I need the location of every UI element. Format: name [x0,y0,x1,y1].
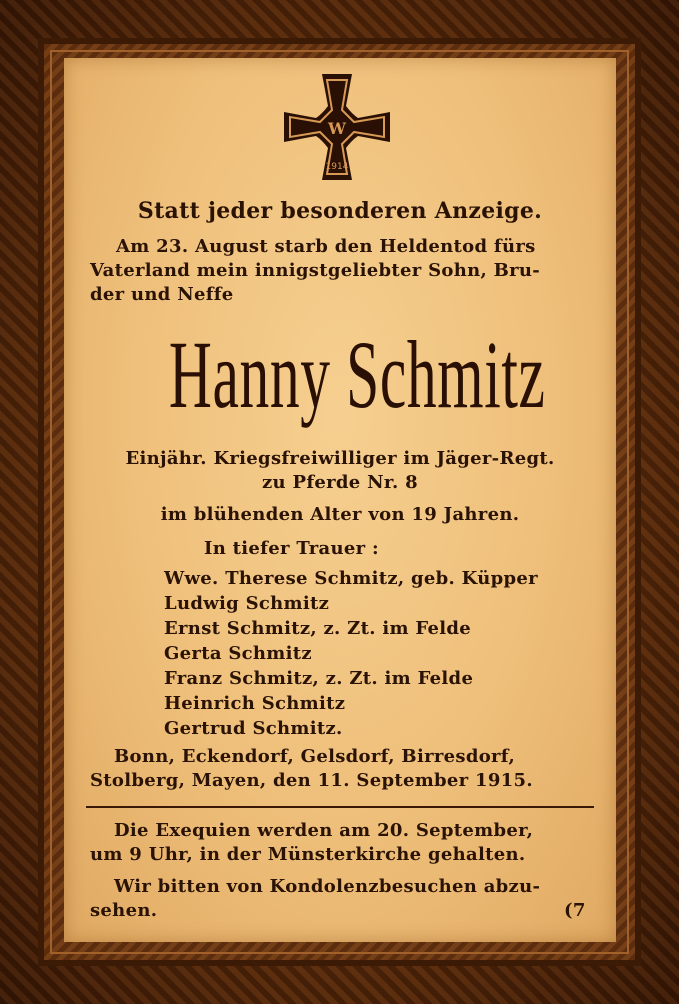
age-line: im blühenden Alter von 19 Jahren. [160,504,520,525]
closing-line-1: Wir bitten von Kondolenzbesuchen abzu- [114,876,541,897]
mourner-6: Heinrich Schmitz [164,693,346,714]
mourner-2: Ludwig Schmitz [164,593,330,614]
headline: Statt jeder besonderen Anzeige. [137,198,543,224]
obituary-notice [64,58,616,942]
intro-line-3: der und Neffe [90,284,234,305]
iron-cross-icon [278,68,396,186]
mourner-3: Ernst Schmitz, z. Zt. im Felde [164,618,472,639]
ad-number: (7 [564,900,586,921]
deceased-name: Hanny Schmitz [168,321,546,428]
cross-initial: W [328,119,346,138]
divider-rule [86,806,594,808]
mourner-5: Franz Schmitz, z. Zt. im Felde [164,668,474,689]
rank-line-2: zu Pferde Nr. 8 [262,472,418,493]
place-line-2: Stolberg, Mayen, den 11. September 1915. [90,770,533,791]
mourner-7: Gertrud Schmitz. [164,718,343,739]
intro-line-1: Am 23. August starb den Heldentod fürs [116,236,536,257]
mourner-4: Gerta Schmitz [164,643,312,664]
cross-year: 1914 [325,162,349,172]
exequien-line-2: um 9 Uhr, in der Münsterkirche gehalten. [90,844,526,865]
closing-line-2: sehen. [90,900,158,921]
exequien-line-1: Die Exequien werden am 20. September, [114,820,534,841]
mourning-heading: In tiefer Trauer : [204,538,379,559]
place-line-1: Bonn, Eckendorf, Gelsdorf, Birresdorf, [114,746,516,767]
intro-line-2: Vaterland mein innigstgeliebter Sohn, Bru- [90,260,541,281]
rank-line-1: Einjähr. Kriegsfreiwilliger im Jäger-Regt. [125,448,555,469]
mourner-1: Wwe. Therese Schmitz, geb. Küpper [164,568,538,589]
